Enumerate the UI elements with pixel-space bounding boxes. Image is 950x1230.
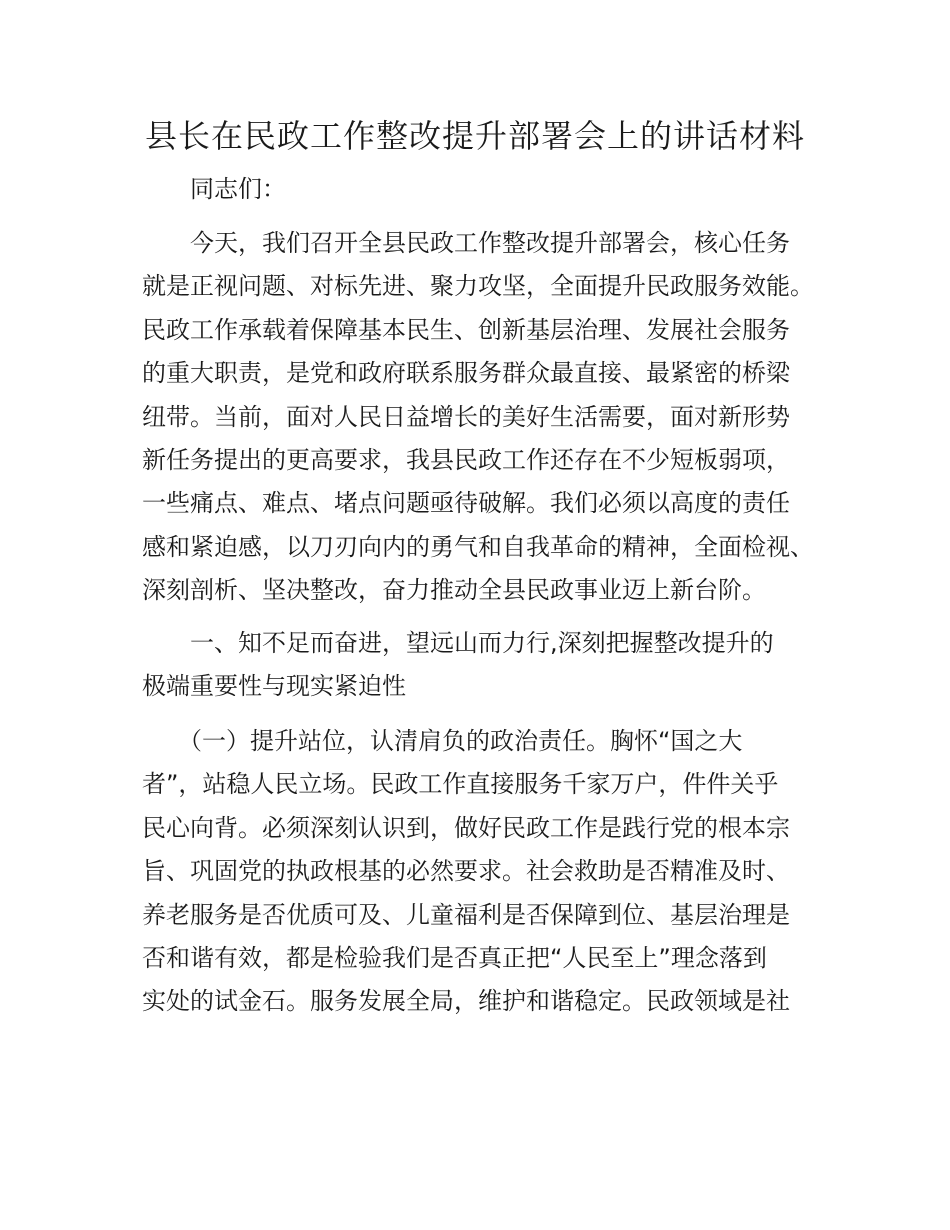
paragraph-line: 否和谐有效，都是检验我们是否真正把“人民至上”理念落到: [142, 943, 767, 972]
document-title: 县长在民政工作整改提升部署会上的讲话材料: [144, 117, 805, 155]
paragraph-line: 新任务提出的更高要求，我县民政工作还存在不少短板弱项，: [142, 445, 790, 474]
paragraph-line: 民政工作承载着保障基本民生、创新基层治理、发展社会服务: [142, 315, 790, 344]
paragraph-line: 就是正视问题、对标先进、聚力攻坚，全面提升民政服务效能。: [142, 272, 814, 301]
paragraph-line: 的重大职责，是党和政府联系服务群众最直接、最紧密的桥梁: [142, 359, 790, 388]
paragraph-line: 养老服务是否优质可及、儿童福利是否保障到位、基层治理是: [142, 900, 790, 929]
heading-line: 极端重要性与现实紧迫性: [142, 672, 406, 701]
section-heading-1: [142, 622, 832, 709]
paragraph-line: 民心向背。必须深刻认识到，做好民政工作是践行党的根本宗: [142, 813, 790, 842]
heading-line: 一、知不足而奋进，望远山而力行,深刻把握整改提升的: [142, 629, 774, 657]
paragraph-line: 今天，我们召开全县民政工作整改提升部署会，核心任务: [142, 229, 790, 257]
paragraph-intro: [142, 222, 832, 613]
paragraph-line: 者”，站稳人民立场。民政工作直接服务千家万户，件件关乎: [142, 770, 779, 799]
paragraph-line: （一）提升站位，认清肩负的政治责任。胸怀“国之大: [142, 727, 743, 755]
paragraph-line: 一些痛点、难点、堵点问题亟待破解。我们必须以高度的责任: [142, 489, 790, 518]
paragraph-line: 感和紧迫感，以刀刃向内的勇气和自我革命的精神，全面检视、: [142, 532, 814, 561]
paragraph-line: 旨、巩固党的执政根基的必然要求。社会救助是否精准及时、: [142, 857, 790, 886]
paragraph-line: 深刻剖析、坚决整改，奋力推动全县民政事业迈上新台阶。: [142, 576, 766, 605]
greeting-line: 同志们：: [190, 175, 286, 203]
greeting: [142, 168, 832, 211]
paragraph-line: 纽带。当前，面对人民日益增长的美好生活需要，面对新形势: [142, 402, 790, 431]
paragraph-subsection-1: [142, 720, 832, 1024]
paragraph-line: 实处的试金石。服务发展全局，维护和谐稳定。民政领域是社: [142, 987, 790, 1016]
